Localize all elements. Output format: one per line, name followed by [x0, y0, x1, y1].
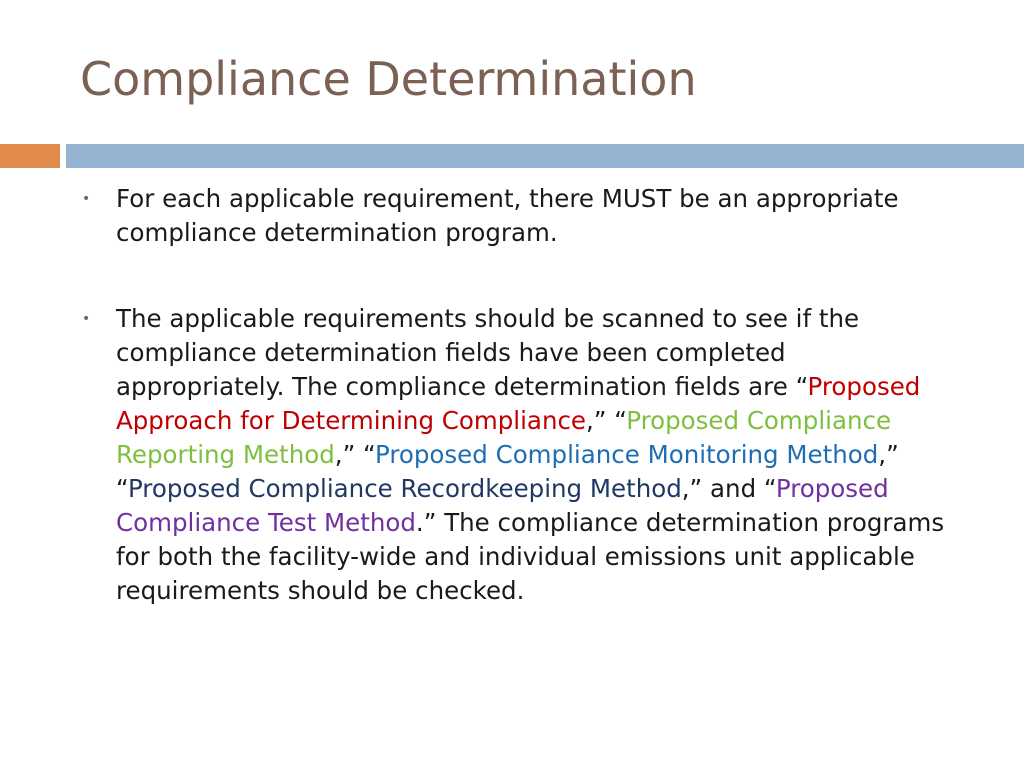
- separator-3: ,” “: [116, 440, 899, 503]
- bullet-intro-text: The applicable requirements should be scanned to see if the compliance determination fields have been completed appropriately. The compliance determination fields are: [116, 304, 860, 401]
- separator-1: ,” “: [586, 406, 627, 435]
- bullet-outro-text: .” The compliance determination programs for both the facility-wide and individual emissions unit applicable requirements should be checked.: [116, 508, 945, 605]
- separator-2: ,” “: [334, 440, 375, 469]
- bullet-dot-icon: •: [82, 311, 91, 327]
- bullet-list: [78, 182, 958, 660]
- field-compliance-test-method: Proposed Compliance Test Method: [116, 474, 889, 537]
- bullet-text: For each applicable requirement, there MUST be an appropriate compliance determination program.: [116, 184, 899, 247]
- quote-open: “: [795, 372, 808, 401]
- field-approach-determining-compliance: Proposed Approach for Determining Compliance: [116, 372, 921, 435]
- separator-4: ,” and “: [681, 474, 776, 503]
- accent-bar-blue: [66, 144, 1024, 168]
- bullet-dot-icon: •: [82, 191, 91, 207]
- bullet-item-1: [78, 182, 958, 250]
- field-compliance-recordkeeping-method: Proposed Compliance Recordkeeping Method: [127, 474, 682, 503]
- bullet-item-2: [78, 302, 958, 608]
- field-compliance-reporting-method: Proposed Compliance Reporting Method: [116, 406, 892, 469]
- field-compliance-monitoring-method: Proposed Compliance Monitoring Method: [375, 440, 879, 469]
- slide-title: Compliance Determination: [80, 52, 697, 106]
- accent-bar-orange: [0, 144, 60, 168]
